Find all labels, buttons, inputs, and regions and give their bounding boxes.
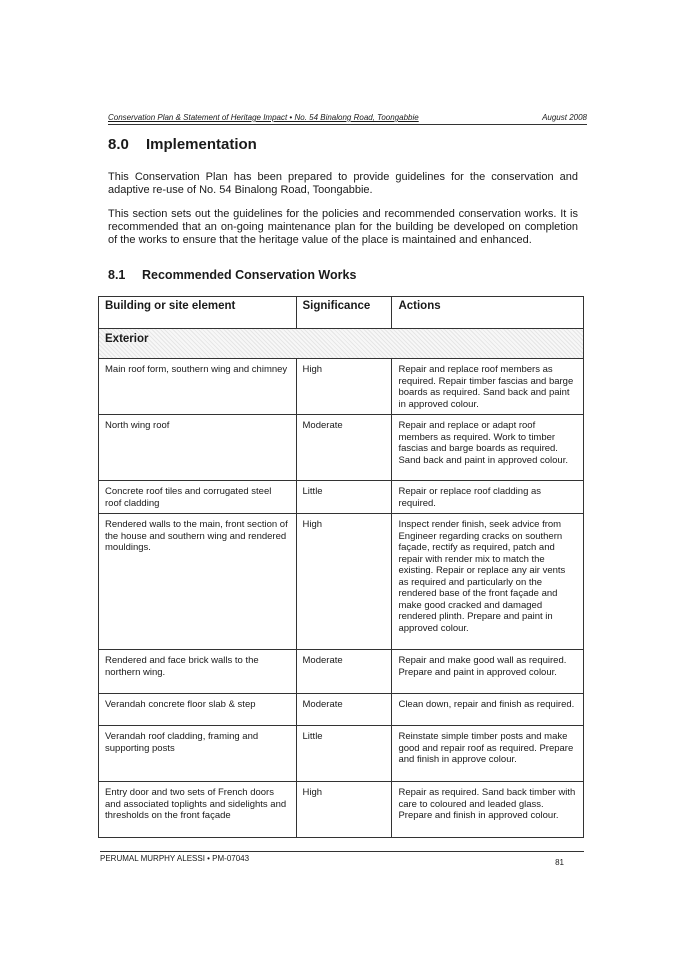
actions-cell: Reinstate simple timber posts and make good and repair roof as required. Prepare and finish in approve colour. bbox=[392, 726, 584, 782]
actions-cell: Repair and replace or adapt roof members as required. Work to timber fascias and barge boards as required. Sand back and paint in approved colour. bbox=[392, 415, 584, 481]
element-cell: Rendered and face brick walls to the northern wing. bbox=[99, 650, 297, 694]
element-cell: North wing roof bbox=[99, 415, 297, 481]
guidelines-paragraph: This section sets out the guidelines for the policies and recommended conservation works. It is recommended that an on-going maintenance plan for the building be developed on completion of the works to ensure that the heritage value of the place is maintained and enhanced. bbox=[108, 208, 578, 246]
header-element: Building or site element bbox=[99, 297, 297, 329]
table-row bbox=[99, 650, 584, 694]
document-date: August 2008 bbox=[542, 113, 587, 122]
header-actions: Actions bbox=[392, 297, 584, 329]
subsection-heading bbox=[108, 268, 356, 282]
section-number: 8.0 bbox=[108, 136, 129, 153]
significance-cell: Moderate bbox=[296, 650, 392, 694]
group-label: Exterior bbox=[99, 329, 584, 359]
actions-cell: Repair as required. Sand back timber with care to coloured and leaded glass. Prepare and finish in approved colour. bbox=[392, 782, 584, 838]
element-cell: Main roof form, southern wing and chimney bbox=[99, 359, 297, 415]
table-row bbox=[99, 782, 584, 838]
significance-cell: High bbox=[296, 514, 392, 650]
actions-cell: Repair or replace roof cladding as required. bbox=[392, 481, 584, 514]
actions-cell: Inspect render finish, seek advice from Engineer regarding cracks on southern façade, rectify as required, patch and repair with render mix to match the existing. Repair or replace any air vents as required and particularly on the rendered base of the front façade and make good cracked and damaged rendered plinth. Prepare and paint in approved colour. bbox=[392, 514, 584, 650]
significance-cell: Moderate bbox=[296, 415, 392, 481]
header-significance: Significance bbox=[296, 297, 392, 329]
subsection-number: 8.1 bbox=[108, 268, 126, 282]
element-cell: Rendered walls to the main, front section of the house and southern wing and rendered mouldings. bbox=[99, 514, 297, 650]
actions-cell: Repair and replace roof members as required. Repair timber fascias and barge boards as required. Sand back and paint in approved colour. bbox=[392, 359, 584, 415]
page-footer bbox=[100, 851, 584, 867]
table-row bbox=[99, 514, 584, 650]
significance-cell: High bbox=[296, 359, 392, 415]
table-row bbox=[99, 415, 584, 481]
table-row bbox=[99, 481, 584, 514]
document-title: Conservation Plan & Statement of Heritage Impact • No. 54 Binalong Road, Toongabbie bbox=[108, 113, 419, 122]
significance-cell: Little bbox=[296, 481, 392, 514]
conservation-works-table bbox=[98, 296, 584, 838]
page-number: 81 bbox=[555, 858, 564, 867]
table-group-row bbox=[99, 329, 584, 359]
element-cell: Verandah roof cladding, framing and supporting posts bbox=[99, 726, 297, 782]
intro-paragraph: This Conservation Plan has been prepared to provide guidelines for the conservation and adaptive re-use of No. 54 Binalong Road, Toongabbie. bbox=[108, 171, 578, 196]
subsection-title: Recommended Conservation Works bbox=[142, 268, 357, 282]
section-title: Implementation bbox=[146, 136, 257, 153]
actions-cell: Clean down, repair and finish as required. bbox=[392, 694, 584, 726]
significance-cell: Moderate bbox=[296, 694, 392, 726]
table-row bbox=[99, 359, 584, 415]
table-header-row bbox=[99, 297, 584, 329]
significance-cell: High bbox=[296, 782, 392, 838]
page-header bbox=[108, 113, 587, 125]
section-heading bbox=[108, 136, 257, 153]
significance-cell: Little bbox=[296, 726, 392, 782]
table-row bbox=[99, 694, 584, 726]
element-cell: Entry door and two sets of French doors and associated toplights and sidelights and thresholds on the front façade bbox=[99, 782, 297, 838]
actions-cell: Repair and make good wall as required. Prepare and paint in approved colour. bbox=[392, 650, 584, 694]
table-row bbox=[99, 726, 584, 782]
firm-reference: PERUMAL MURPHY ALESSI • PM-07043 bbox=[100, 854, 250, 863]
element-cell: Concrete roof tiles and corrugated steel roof cladding bbox=[99, 481, 297, 514]
element-cell: Verandah concrete floor slab & step bbox=[99, 694, 297, 726]
